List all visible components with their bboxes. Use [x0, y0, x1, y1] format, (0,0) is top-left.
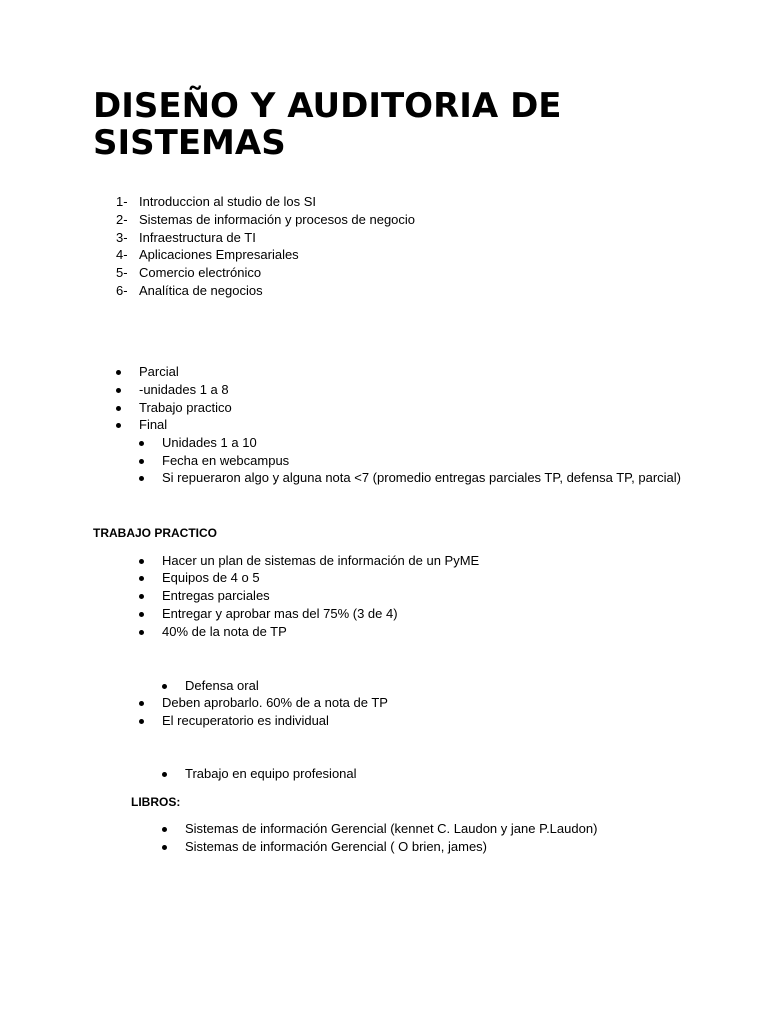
bullet-icon	[162, 845, 167, 850]
list-number: 4-	[116, 247, 128, 262]
list-item: Sistemas de información Gerencial ( O brien, james)	[185, 839, 488, 854]
list-item: El recuperatorio es individual	[162, 713, 329, 728]
list-number: 2-	[116, 212, 128, 227]
list-item: Analítica de negocios	[139, 283, 263, 298]
list-item: 40% de la nota de TP	[162, 624, 287, 639]
list-item: Fecha en webcampus	[162, 453, 290, 468]
list-item: Sistemas de información Gerencial (kennet C. Laudon y jane P.Laudon)	[185, 821, 598, 836]
bullet-icon	[162, 772, 167, 777]
list-item: Si repueraron algo y alguna nota <7 (promedio entregas parciales TP, defensa TP, parcial)	[162, 470, 682, 485]
list-item: Infraestructura de TI	[139, 230, 256, 245]
bullet-icon	[139, 576, 144, 581]
bullet-icon	[116, 406, 121, 411]
list-item: Parcial	[139, 364, 179, 379]
bullet-icon	[139, 476, 144, 481]
list-item: Defensa oral	[185, 678, 259, 693]
list-item: -unidades 1 a 8	[139, 382, 229, 397]
bullet-icon	[139, 630, 144, 635]
list-item: Trabajo en equipo profesional	[185, 766, 357, 781]
bullet-icon	[116, 388, 121, 393]
bullet-icon	[139, 559, 144, 564]
list-number: 3-	[116, 230, 128, 245]
list-item: Trabajo practico	[139, 400, 232, 415]
list-item: Final	[139, 417, 168, 432]
bullet-icon	[139, 612, 144, 617]
bullet-icon	[139, 701, 144, 706]
bullet-icon	[116, 423, 121, 428]
list-item: Hacer un plan de sistemas de información de un PyME	[162, 553, 480, 568]
list-item: Aplicaciones Empresariales	[139, 247, 299, 262]
list-item: Equipos de 4 o 5	[162, 570, 260, 585]
list-number: 5-	[116, 265, 128, 280]
list-item: Entregas parciales	[162, 588, 270, 603]
bullet-icon	[139, 459, 144, 464]
list-item: Deben aprobarlo. 60% de a nota de TP	[162, 695, 388, 710]
bullet-icon	[162, 827, 167, 832]
document-title: DISEÑO Y AUDITORIA DE SISTEMAS	[93, 86, 562, 163]
list-item: Comercio electrónico	[139, 265, 262, 280]
list-item: Unidades 1 a 10	[162, 435, 257, 450]
bullet-icon	[116, 370, 121, 375]
list-item: Introduccion al studio de los SI	[139, 194, 317, 209]
list-number: 1-	[116, 194, 128, 209]
list-number: 6-	[116, 283, 128, 298]
bullet-icon	[139, 719, 144, 724]
bullet-icon	[162, 684, 167, 689]
bullet-icon	[139, 594, 144, 599]
bullet-icon	[139, 441, 144, 446]
list-item: Sistemas de información y procesos de negocio	[139, 212, 416, 227]
section-heading: TRABAJO PRACTICO	[93, 526, 218, 540]
section-heading: LIBROS:	[131, 795, 181, 809]
list-item: Entregar y aprobar mas del 75% (3 de 4)	[162, 606, 398, 621]
